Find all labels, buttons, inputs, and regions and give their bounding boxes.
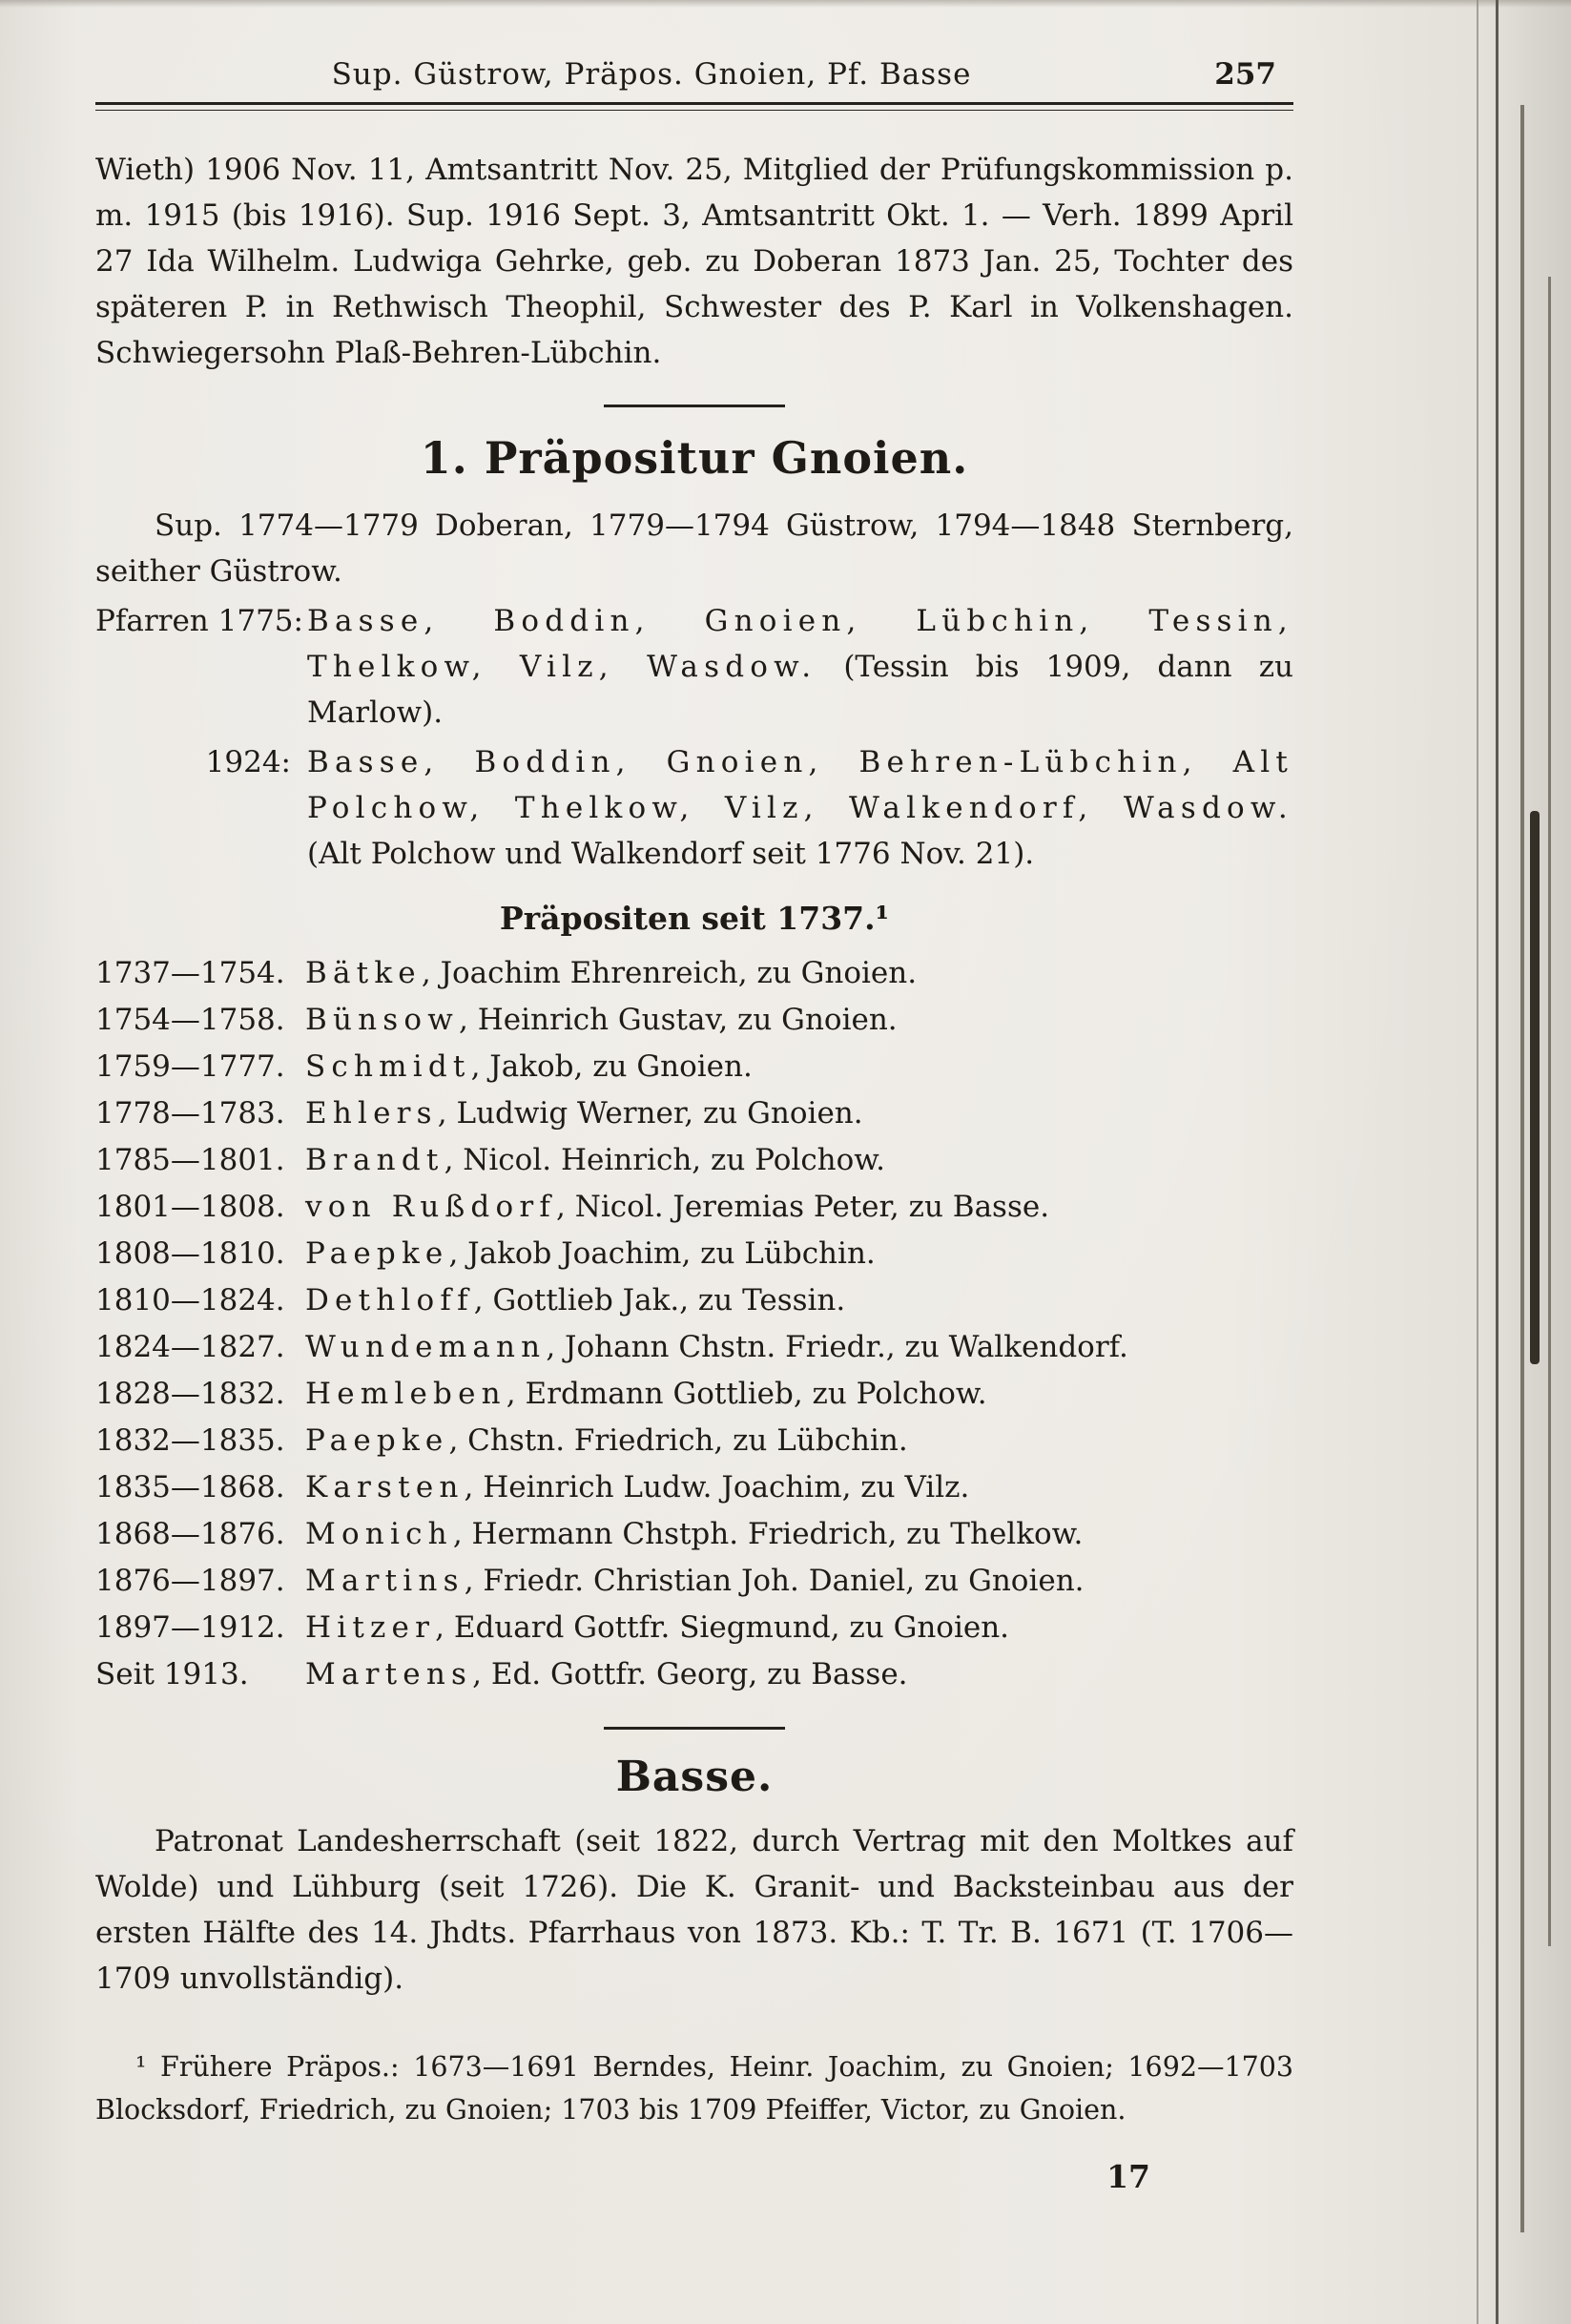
pfarren-1924-block — [95, 739, 1293, 877]
entry-years: 1737—1754. — [95, 956, 285, 990]
praeposit-entry — [95, 1605, 1293, 1651]
entry-name: Paepke — [305, 1423, 449, 1458]
entry-name: Wundemann — [305, 1330, 547, 1364]
section-divider-2 — [604, 1727, 785, 1730]
entry-text — [305, 1324, 1293, 1371]
praeposit-entry — [95, 1651, 1293, 1698]
pfarren-1775-block — [95, 598, 1293, 736]
sup-paragraph: Sup. 1774—1779 Doberan, 1779—1794 Güstrow, 1794—1848 Sternberg, seither Güstrow. — [95, 508, 1293, 589]
scan-top-shadow — [0, 0, 1571, 8]
entry-rest: , Gottlieb Jak., zu Tessin. — [473, 1283, 846, 1318]
praeposit-entry — [95, 1371, 1293, 1418]
entry-name: von Rußdorf — [305, 1190, 557, 1224]
entry-years: 1832—1835. — [95, 1423, 285, 1458]
entry-name: Hitzer — [305, 1610, 436, 1645]
running-header — [95, 52, 1293, 96]
page-edge-line — [1548, 277, 1551, 1946]
entry-years: 1785—1801. — [95, 1143, 285, 1177]
entry-text — [305, 997, 1293, 1044]
entry-years: 1824—1827. — [95, 1330, 285, 1364]
entry-rest: , Ludwig Werner, zu Gnoien. — [437, 1096, 863, 1131]
pfarren-1924-text — [307, 739, 1293, 877]
entry-text — [305, 1605, 1293, 1651]
entry-rest: , Jakob Joachim, zu Lübchin. — [448, 1236, 876, 1271]
page-edge-line — [1520, 105, 1524, 2232]
praeposit-entry — [95, 1418, 1293, 1464]
praeposit-entry — [95, 1231, 1293, 1277]
praeposit-entry — [95, 1044, 1293, 1090]
entry-name: Ehlers — [305, 1096, 438, 1131]
praeposit-entry — [95, 950, 1293, 997]
entry-text — [305, 1418, 1293, 1464]
entry-name: Hemleben — [305, 1377, 506, 1411]
praeposit-entry — [95, 1090, 1293, 1137]
footnote: ¹ Frühere Präpos.: 1673—1691 Berndes, Heinr. Joachim, zu Gnoien; 1692—1703 Blocksdorf, Friedrich, zu Gnoien; 1703 bis 1709 Pfeiffer, Victor, zu Gnoien. — [95, 2051, 1293, 2126]
entry-text — [305, 1044, 1293, 1090]
pfarren-1775-names: Basse, Boddin, Gnoien, Lübchin, Tessin, Thelkow, Vilz, Wasdow. — [307, 604, 1293, 684]
entry-years: 1835—1868. — [95, 1470, 285, 1504]
entry-years: 1897—1912. — [95, 1610, 285, 1645]
entry-name: Martins — [305, 1564, 465, 1598]
entry-rest: , Chstn. Friedrich, zu Lübchin. — [448, 1423, 908, 1458]
entry-text — [305, 1371, 1293, 1418]
entry-years: 1810—1824. — [95, 1283, 285, 1318]
entry-years: 1876—1897. — [95, 1564, 285, 1598]
running-header-title: Sup. Güstrow, Präpos. Gnoien, Pf. Basse — [331, 57, 972, 92]
entry-years: Seit 1913. — [95, 1657, 249, 1691]
pfarren-1775-label: Pfarren 1775: — [95, 604, 303, 638]
entry-name: Dethloff — [305, 1283, 474, 1318]
entry-name: Paepke — [305, 1236, 449, 1271]
entry-text — [305, 1277, 1293, 1324]
entry-text — [305, 1090, 1293, 1137]
praeposit-entry — [95, 997, 1293, 1044]
page-edge-line — [1496, 0, 1499, 2324]
entry-text — [305, 1511, 1293, 1558]
running-header-page-number: 257 — [1214, 57, 1276, 92]
praeposit-entry — [95, 1558, 1293, 1605]
footer-page-number: 17 — [1106, 2158, 1150, 2195]
praepositen-list — [95, 950, 1293, 1698]
section-heading-basse: Basse. — [615, 1753, 774, 1801]
intro-paragraph: Wieth) 1906 Nov. 11, Amtsantritt Nov. 25, Mitglied der Prüfungskommission p. m. 1915 (bis 1916). Sup. 1916 Sept. 3, Amtsantritt Okt. 1. — Verh. 1899 April 27 Ida Wilhelm. Ludwiga Gehrke, geb. zu Doberan 1873 Jan. 25, Tochter des späteren P. in Rethwisch Theophil, Schwester des P. Karl in Volkenshagen. Schwiegersohn Plaß-Behren-Lübchin. — [95, 153, 1293, 370]
praeposit-entry — [95, 1324, 1293, 1371]
entry-rest: , Friedr. Christian Joh. Daniel, zu Gnoien. — [464, 1564, 1085, 1598]
entry-text — [305, 1651, 1293, 1698]
entry-text — [305, 950, 1293, 997]
entry-name: Brandt — [305, 1143, 444, 1177]
entry-rest: , Heinrich Gustav, zu Gnoien. — [459, 1003, 898, 1037]
entry-rest: , Eduard Gottfr. Siegmund, zu Gnoien. — [435, 1610, 1010, 1645]
entry-rest: , Erdmann Gottlieb, zu Polchow. — [506, 1377, 987, 1411]
section-heading-praepositur: 1. Präpositur Gnoien. — [420, 432, 969, 484]
praeposit-entry — [95, 1184, 1293, 1231]
pfarren-1775-note: (Tessin bis 1909, dann zu Marlow). — [307, 650, 1293, 730]
entry-rest: , Hermann Chstph. Friedrich, zu Thelkow. — [452, 1517, 1084, 1551]
page-edge-line — [1477, 0, 1478, 2324]
entry-name: Bätke — [305, 956, 422, 990]
entry-text — [305, 1137, 1293, 1184]
entry-text — [305, 1184, 1293, 1231]
pfarren-1924-label: 1924: — [205, 745, 291, 779]
entry-rest: , Nicol. Heinrich, zu Polchow. — [444, 1143, 886, 1177]
entry-name: Monich — [305, 1517, 453, 1551]
praeposit-entry — [95, 1511, 1293, 1558]
praeposit-entry — [95, 1464, 1293, 1511]
page-content — [95, 52, 1293, 2195]
entry-years: 1759—1777. — [95, 1049, 285, 1084]
entry-name: Schmidt — [305, 1049, 471, 1084]
pfarren-1924-note: (Alt Polchow und Walkendorf seit 1776 Nov. 21). — [307, 837, 1035, 871]
entry-years: 1801—1808. — [95, 1190, 285, 1224]
praeposit-entry — [95, 1277, 1293, 1324]
entry-rest: , Heinrich Ludw. Joachim, zu Vilz. — [464, 1470, 970, 1504]
entry-years: 1868—1876. — [95, 1517, 285, 1551]
entry-name: Bünsow — [305, 1003, 460, 1037]
entry-years: 1778—1783. — [95, 1096, 285, 1131]
entry-years: 1828—1832. — [95, 1377, 285, 1411]
header-rule — [95, 102, 1293, 111]
entry-years: 1808—1810. — [95, 1236, 285, 1271]
binding-shadow — [1530, 811, 1540, 1364]
entry-name: Karsten — [305, 1470, 465, 1504]
entry-rest: , Nicol. Jeremias Peter, zu Basse. — [556, 1190, 1050, 1224]
section-divider-1 — [604, 405, 785, 407]
praeposit-entry — [95, 1137, 1293, 1184]
pfarren-1924-names: Basse, Boddin, Gnoien, Behren-Lübchin, Alt Polchow, Thelkow, Vilz, Walkendorf, Wasdow. — [307, 745, 1293, 825]
entry-name: Martens — [305, 1657, 473, 1691]
entry-text — [305, 1464, 1293, 1511]
basse-paragraph: Patronat Landesherrschaft (seit 1822, durch Vertrag mit den Moltkes auf Wolde) und Lühburg (seit 1726). Die K. Granit- und Backsteinbau aus der ersten Hälfte des 14. Jhdts. Pfarrhaus von 1873. Kb.: T. Tr. B. 1671 (T. 1706—1709 unvollständig). — [95, 1824, 1293, 1996]
entry-rest: , Jakob, zu Gnoien. — [470, 1049, 753, 1084]
entry-rest: , Ed. Gottfr. Georg, zu Basse. — [472, 1657, 908, 1691]
subheading-praepositen: Präpositen seit 1737.¹ — [499, 900, 890, 937]
entry-rest: , Johann Chstn. Friedr., zu Walkendorf. — [546, 1330, 1128, 1364]
entry-text — [305, 1231, 1293, 1277]
entry-text — [305, 1558, 1293, 1605]
pfarren-1775-text — [307, 598, 1293, 736]
entry-years: 1754—1758. — [95, 1003, 285, 1037]
entry-rest: , Joachim Ehrenreich, zu Gnoien. — [421, 956, 918, 990]
